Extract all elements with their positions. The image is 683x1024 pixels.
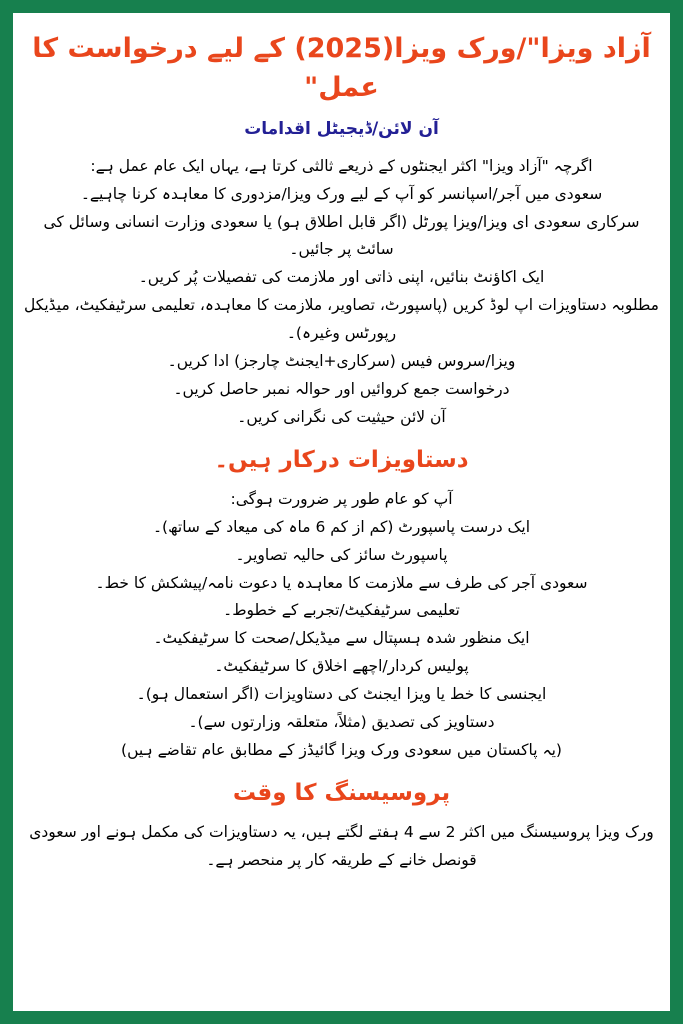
requirement-line: پاسپورٹ سائز کی حالیہ تصاویر۔ <box>235 545 448 564</box>
page-subtitle: آن لائن/ڈیجیٹل اقدامات <box>244 119 439 140</box>
requirement-line: ایک منظور شدہ ہسپتال سے میڈیکل/صحت کا سرٹیفکیٹ۔ <box>153 629 530 648</box>
intro-step-line: درخواست جمع کروائیں اور حوالہ نمبر حاصل کریں۔ <box>173 379 510 398</box>
section-heading-processing-time: پروسیسنگ کا وقت <box>232 779 451 806</box>
section-heading-documents-required: دستاویزات درکار ہیں۔ <box>214 446 469 473</box>
intro-step-line: آن لائن حیثیت کی نگرانی کریں۔ <box>237 407 446 426</box>
processing-time-text: ورک ویزا پروسیسنگ میں اکثر 2 سے 4 ہفتے لگتے ہیں، یہ دستاویزات کی مکمل ہونے اور سعودی قونصل خانے کے طریقہ کار پر منحصر ہے۔ <box>29 822 654 869</box>
intro-steps-list <box>23 153 660 432</box>
page-title: آزاد ویزا"/ورک ویزا(2025) کے لیے درخواست کا عمل" <box>32 33 651 104</box>
intro-step-line: مطلوبہ دستاویزات اپ لوڈ کریں (پاسپورٹ، تصاویر، ملازمت کا معاہدہ، تعلیمی سرٹیفکیٹ، میڈیکل رپورٹس وغیرہ)۔ <box>24 296 659 343</box>
requirements-note: (یہ پاکستان میں سعودی ورک ویزا گائیڈز کے مطابق عام تقاضے ہیں) <box>121 740 562 759</box>
intro-step-line: ایک اکاؤنٹ بنائیں، اپنی ذاتی اور ملازمت کی تفصیلات پُر کریں۔ <box>138 268 545 287</box>
intro-step-line: سعودی میں آجر/اسپانسر کو آپ کے لیے ورک ویزا/مزدوری کا معاہدہ کرنا چاہیے۔ <box>80 184 603 203</box>
requirements-list <box>23 514 660 737</box>
requirement-line: پولیس کردار/اچھے اخلاق کا سرٹیفکیٹ۔ <box>214 657 469 676</box>
requirement-line: ایجنسی کا خط یا ویزا ایجنٹ کی دستاویزات (اگر استعمال ہو)۔ <box>136 685 547 704</box>
requirement-line: دستاویز کی تصدیق (مثلاً، متعلقہ وزارتوں سے)۔ <box>188 713 495 731</box>
intro-step-line: سرکاری سعودی ای ویزا/ویزا پورٹل (اگر قابل اطلاق ہو) یا سعودی وزارت انسانی وسائل کی سائٹ پر جائیں۔ <box>43 212 640 259</box>
requirement-line: تعلیمی سرٹیفکیٹ/تجربے کے خطوط۔ <box>223 601 460 620</box>
requirements-lead: آپ کو عام طور پر ضرورت ہوگی: <box>230 489 453 508</box>
requirement-line: ایک درست پاسپورٹ (کم از کم 6 ماہ کی میعاد کے ساتھ)۔ <box>152 517 531 536</box>
intro-step-line: ویزا/سروس فیس (سرکاری+ایجنٹ چارجز) ادا کریں۔ <box>167 352 516 371</box>
intro-step-line: اگرچہ "آزاد ویزا" اکثر ایجنٹوں کے ذریعے ثالثی کرتا ہے، یہاں ایک عام عمل ہے: <box>90 156 593 175</box>
requirement-line: سعودی آجر کی طرف سے ملازمت کا معاہدہ یا دعوت نامہ/پیشکش کا خط۔ <box>95 573 588 592</box>
